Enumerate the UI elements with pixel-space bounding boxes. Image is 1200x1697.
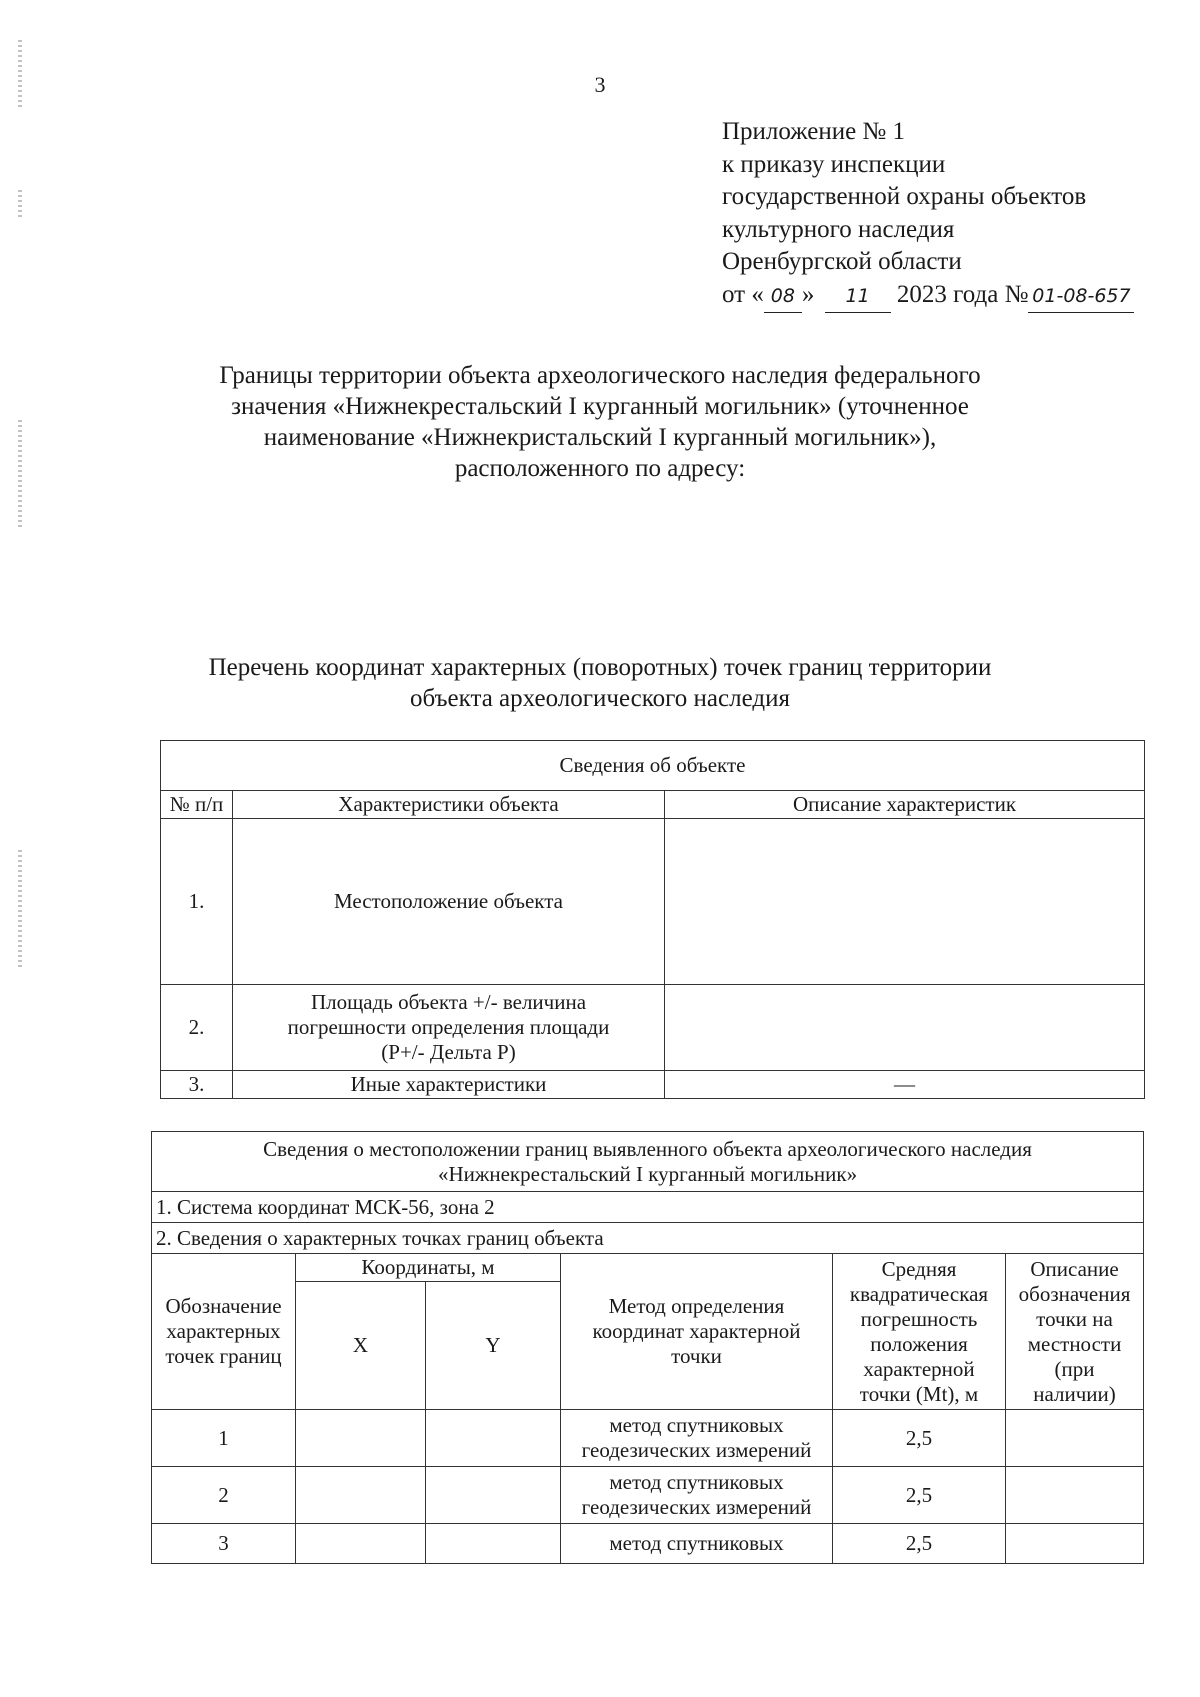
- table-row: [152, 1223, 1144, 1254]
- row-num: 1.: [161, 819, 233, 985]
- date-quote: »: [801, 280, 815, 308]
- row-char: Иные характеристики: [233, 1071, 665, 1099]
- row-char: Местоположение объекта: [233, 819, 665, 985]
- point-y: [426, 1524, 561, 1564]
- appendix-block: [722, 116, 1134, 313]
- object-info-table: [160, 740, 1145, 1099]
- table-row: [152, 1132, 1144, 1192]
- point-descr: [1006, 1410, 1144, 1467]
- date-year: 2023 года №: [896, 280, 1029, 308]
- scan-artifact: [18, 190, 22, 220]
- point-descr: [1006, 1467, 1144, 1524]
- col-num-header: № п/п: [161, 791, 233, 819]
- cell-line: Метод определения: [608, 1294, 785, 1318]
- table-row: [161, 1071, 1145, 1099]
- cell-line: погрешности определения площади: [287, 1015, 610, 1039]
- table-row: [161, 985, 1145, 1071]
- cell-line: характерных: [166, 1319, 281, 1343]
- cell-line: точки на: [1036, 1306, 1113, 1331]
- point-x: [296, 1467, 426, 1524]
- table-row: [161, 741, 1145, 791]
- page-number: 3: [594, 72, 606, 97]
- date-month: 11: [825, 280, 891, 314]
- point-y: [426, 1467, 561, 1524]
- table-row: [161, 819, 1145, 985]
- title-line: значения «Нижнекрестальский I курганный могильник» (уточненное: [231, 393, 969, 420]
- point-x: [296, 1410, 426, 1467]
- cell-line: точек границ: [165, 1344, 282, 1368]
- point-method: [561, 1410, 833, 1467]
- row-num: 2.: [161, 985, 233, 1071]
- title-line: наименование «Нижнекристальский I курганный могильник»),: [263, 424, 937, 451]
- appendix-line: Приложение № 1: [722, 118, 906, 145]
- col-designation-header: [152, 1254, 296, 1410]
- cell-line: геодезических измерений: [581, 1438, 812, 1462]
- col-x-header: X: [296, 1282, 426, 1410]
- table-row: [161, 791, 1145, 819]
- cell-line: «Нижнекрестальский I курганный могильник»: [437, 1161, 858, 1186]
- cell-line: наличии): [1033, 1381, 1116, 1406]
- cell-line: погрешность: [860, 1306, 978, 1331]
- table-row: [152, 1410, 1144, 1467]
- col-error-header: [833, 1254, 1006, 1410]
- cell-line: Средняя: [881, 1256, 957, 1281]
- list-title: [0, 652, 1200, 714]
- point-descr: [1006, 1524, 1144, 1564]
- cell-line: геодезических измерений: [581, 1495, 812, 1519]
- point-id: 2: [152, 1467, 296, 1524]
- cell-line: Площадь объекта +/- величина: [310, 990, 587, 1014]
- cell-line: метод спутниковых: [609, 1413, 784, 1437]
- cell-line: местности: [1027, 1331, 1122, 1356]
- title-line: Перечень координат характерных (поворотных) точек границ территории: [208, 654, 992, 681]
- point-id: 3: [152, 1524, 296, 1564]
- cell-line: Обозначение: [165, 1294, 282, 1318]
- object-table-header: Сведения об объекте: [161, 741, 1145, 791]
- point-error: 2,5: [833, 1410, 1006, 1467]
- row-char: [233, 985, 665, 1071]
- row-desc: [665, 985, 1145, 1071]
- table-row: [152, 1192, 1144, 1223]
- col-char-header: Характеристики объекта: [233, 791, 665, 819]
- coordinate-system: 1. Система координат МСК-56, зона 2: [152, 1192, 1144, 1223]
- point-method: метод спутниковых: [561, 1524, 833, 1564]
- col-coords-header: Координаты, м: [296, 1254, 561, 1282]
- appendix-line: к приказу инспекции: [722, 150, 946, 178]
- cell-line: характерной: [863, 1356, 975, 1381]
- document-title: [0, 360, 1200, 484]
- table-row: [152, 1467, 1144, 1524]
- cell-line: точки (Mt), м: [859, 1381, 979, 1406]
- row-desc: [665, 819, 1145, 985]
- points-info: 2. Сведения о характерных точках границ объекта: [152, 1223, 1144, 1254]
- cell-line: (при: [1054, 1356, 1095, 1381]
- point-error: 2,5: [833, 1524, 1006, 1564]
- appendix-line: государственной охраны объектов: [722, 183, 1087, 210]
- location-table-header: [152, 1132, 1144, 1192]
- point-method: [561, 1467, 833, 1524]
- cell-line: обозначения: [1018, 1281, 1131, 1306]
- cell-line: Сведения о местоположении границ выявленного объекта археологического наследия: [263, 1136, 1032, 1161]
- title-line: Границы территории объекта археологического наследия федерального: [219, 362, 981, 389]
- col-method-header: [561, 1254, 833, 1410]
- location-table: [151, 1131, 1144, 1564]
- order-number: 01-08-657: [1028, 280, 1134, 314]
- cell-line: Описание: [1030, 1256, 1119, 1281]
- date-prefix: от «: [722, 280, 764, 308]
- point-error: 2,5: [833, 1467, 1006, 1524]
- point-id: 1: [152, 1410, 296, 1467]
- row-desc: —: [665, 1071, 1145, 1099]
- appendix-date-line: [722, 279, 1134, 314]
- appendix-line: культурного наследия: [722, 215, 955, 243]
- col-desc-header: Описание характеристик: [665, 791, 1145, 819]
- row-num: 3.: [161, 1071, 233, 1099]
- appendix-line: Оренбургской области: [722, 248, 962, 275]
- cell-line: положения: [870, 1331, 968, 1356]
- date-day: 08: [764, 280, 802, 314]
- point-y: [426, 1410, 561, 1467]
- point-x: [296, 1524, 426, 1564]
- cell-line: метод спутниковых: [609, 1470, 784, 1494]
- col-y-header: Y: [426, 1282, 561, 1410]
- table-row: [152, 1254, 1144, 1282]
- scan-artifact: [18, 850, 22, 970]
- col-descr-header: [1006, 1254, 1144, 1410]
- table-row: [152, 1524, 1144, 1564]
- cell-line: квадратическая: [849, 1281, 989, 1306]
- cell-line: координат характерной: [592, 1319, 801, 1343]
- title-line: объекта археологического наследия: [410, 685, 790, 712]
- cell-line: точки: [671, 1344, 722, 1368]
- cell-line: (P+/- Дельта P): [381, 1040, 516, 1064]
- title-line: расположенного по адресу:: [454, 455, 746, 482]
